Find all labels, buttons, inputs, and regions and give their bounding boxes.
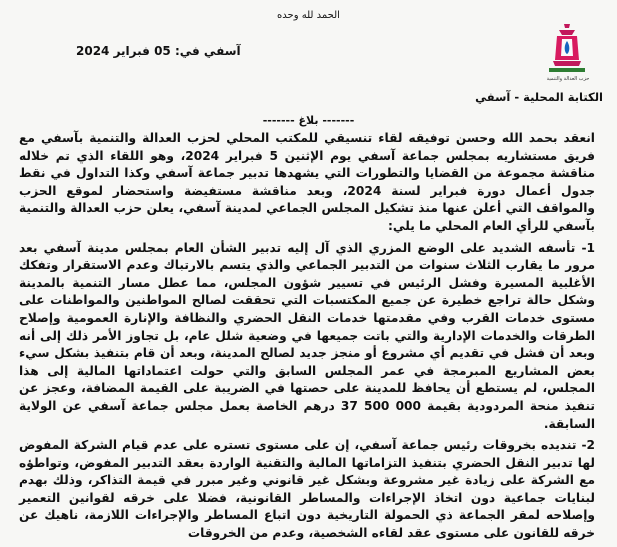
local-secretariat-label: الكتابة المحلية - آسفي [475, 90, 603, 104]
party-name: حزب العدالة والتنمية [546, 76, 590, 82]
intro-paragraph: انعقد بحمد الله وحسن توفيقه لقاء تنسيقي للمكتب المحلي لحزب العدالة والتنمية بآسفي مع فريق مستشاريه بمجلس جماعة آسفي يوم الإثنين 5 فبراير 2024، وهو اللقاء الذي تم خلاله مناقشة مجموعة من القضايا والتطورات التي يشهدها تدبير جماعة آسفي وكذا التداول في نقط جدول أعمال دورة فبراير لسنة 2024، وبعد مناقشة مستفيضة واستحضار لموقع الحزب والمواقف التي أعلن عنها منذ تشكيل المجلس الجماعي لمدينة آسفي، يعلن حزب العدالة والتنمية بآسفي للرأي العام المحلي ما يلي: [19, 131, 595, 233]
communique-title: ------- بلاغ ------- [262, 114, 355, 127]
basmala: الحمد لله وحده [277, 10, 340, 21]
point-2-paragraph: 2- تنديده بخروقات رئيس جماعة آسفي، إن على مستوى تستره على عدم قيام الشركة المفوض لها تدبير النقل الحضري بتنفيذ التزاماتها المالية والتقنية الواردة بعقد التدبير المفوض، وتواطؤه مع الشركة على زيادة غير مشروعة وبشكل غير قانوني وغير مبرر في قيمة التذاكر، وذلك بهدم لبنايات جماعية دون اتخاذ الإجراءات والمساطر القانونية، فضلا على خرقه لقوانين التعمير وإصلاحه لمقر الجماعة ذي الحمولة التاريخية دون اتباع المساطر والإجراءات اللازمة، ناهيك عن خرقه للقانون على مستوى عقد لقاءه الشخصية، وعدم من الخروقات [19, 438, 595, 541]
document-date: آسفي في: 05 فبراير 2024 [76, 44, 241, 58]
party-lantern-logo-icon [535, 22, 599, 74]
communique-body [19, 130, 595, 547]
point-1-paragraph: 1- تأسفه الشديد على الوضع المزري الذي آل إليه تدبير الشأن العام بمجلس مدينة آسفي بعد مرور ما يقارب الثلاث سنوات من التدبير الجماعي والذي يتسم بالارتباك وعدم الاستقرار وتفكك الأغلبية المسيرة وفشل الرئيس في تسيير شؤون المجلس، مما عطل مسار التنمية بالمدينة وشكل حالة تراجع خطيرة عن جميع المكتسبات التي تحققت لصالح المواطنين والمواطنات على مستوى خدمات القرب وفي مقدمتها خدمات النقل الحضري والنظافة والإنارة العمومية وإصلاح الطرقات والخدمات الإدارية والتي باتت جميعها في وضعية شلل عام، بل تجاوز الأمر ذلك إلى أنه وبعد أن فشل في تقديم أي مشروع أو منجز جديد لصالح المدينة، وبعد أن قام بتنفيذ بشكل سيء بعض المشاريع المبرمجة في عمر المجلس السابق والتي حولت اعتماداتها المالية إلى هذا المجلس، لم يستطع أن يحافظ للمدينة على حصتها في الضريبة على القيمة المضافة، وعجز عن تنفيذ منحة المردودية بقيمة 000 500 37 درهم الخاصة بعمل مجلس جماعة آسفي عن الولاية السابقة. [19, 240, 595, 431]
